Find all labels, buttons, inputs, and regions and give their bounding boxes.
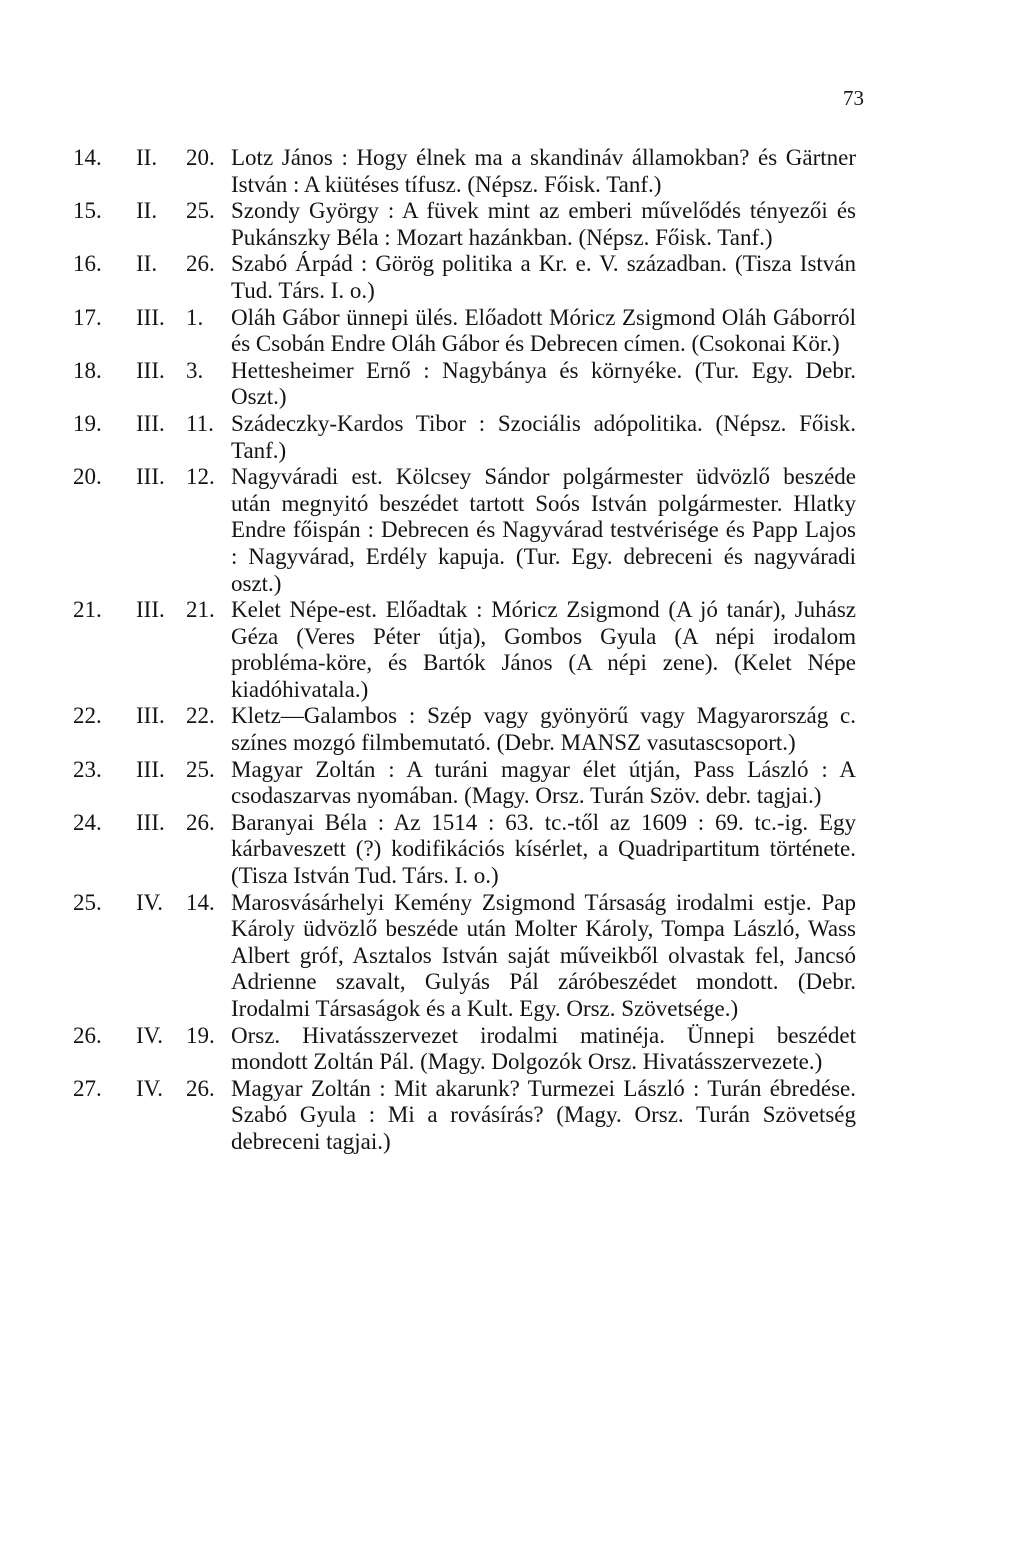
entry-month: IV. [136,1022,164,1048]
entry-number: 22. [73,703,102,729]
event-list [0,145,1024,1156]
entry-month: III. [136,756,165,782]
entry-text: Kelet Népe-est. Előadtak : Móricz Zsigmond (A jó tanár), Juhász Géza (Veres Péter útja), Gombos Gyula (A népi irodalom probléma-köre, és Bartók János (A népi zene). (Kelet Népe kiadóhivatala.) [231,597,856,702]
entry-month: III. [136,410,165,436]
entry-text: Orsz. Hivatásszervezet irodalmi matinéja. Ünnepi beszédet mondott Zoltán Pál. (Magy. Dolgozók Orsz. Hivatásszervezete.) [231,1022,856,1075]
entry-day: 11. [186,410,214,436]
entry-month: III. [136,464,165,490]
entry-number: 19. [73,410,102,436]
list-item [0,251,1024,304]
entry-day: 3. [186,357,204,383]
entry-text: Szondy György : A füvek mint az emberi művelődés tényezői és Pukánszky Béla : Mozart hazánkban. (Népsz. Főisk. Tanf.) [231,198,856,250]
list-item [0,757,1024,810]
entry-number: 24. [73,809,102,835]
entry-number: 26. [73,1022,102,1048]
list-item [0,703,1024,756]
entry-number: 15. [73,198,102,224]
entry-day: 26. [186,809,215,835]
entry-text: Magyar Zoltán : A turáni magyar élet útján, Pass László : A csodaszarvas nyomában. (Magy. Orsz. Turán Szöv. debr. tagjai.) [231,756,856,809]
entry-text: Lotz János : Hogy élnek ma a skandináv államokban? és Gärtner István : A kiütéses tífusz. (Népsz. Főisk. Tanf.) [231,145,856,197]
entry-month: III. [136,809,165,835]
entry-number: 18. [73,357,102,383]
entry-day: 12. [186,464,215,490]
entry-day: 26. [186,251,215,277]
entry-day: 1. [186,304,204,330]
entry-number: 14. [73,145,102,170]
entry-month: III. [136,597,165,623]
entry-text: Baranyai Béla : Az 1514 : 63. tc.-től az 1609 : 69. tc.-ig. Egy kárbaveszett (?) kodifikációs kísérlet, a Quadripartitum története. (Tisza István Tud. Társ. I. o.) [231,809,856,889]
entry-month: IV. [136,889,164,915]
entry-number: 16. [73,251,102,277]
entry-text: Nagyváradi est. Kölcsey Sándor polgármester üdvözlő beszéde után megnyitó beszédet tartott Soós István polgármester. Hlatky Endre főispán : Debrecen és Nagyvárad testvérisége és Papp Lajos : Nagyvárad, Erdély kapuja. (Tur. Egy. debreceni és nagyváradi oszt.) [231,464,856,596]
entry-month: III. [136,304,165,330]
page-number: 73 [843,86,864,110]
list-item [0,411,1024,464]
entry-month: III. [136,703,165,729]
entry-day: 20. [186,145,215,170]
list-item [0,358,1024,411]
list-item [0,810,1024,890]
entry-month: III. [136,357,165,383]
entry-day: 21. [186,597,215,623]
entry-number: 23. [73,756,102,782]
entry-month: II. [136,198,158,224]
entry-text: Oláh Gábor ünnepi ülés. Előadott Móricz Zsigmond Oláh Gáborról és Csobán Endre Oláh Gábor és Debrecen címen. (Csokonai Kör.) [231,304,856,357]
entry-day: 19. [186,1022,215,1048]
entry-number: 25. [73,889,102,915]
list-item [0,145,1024,198]
list-item [0,597,1024,703]
entry-text: Magyar Zoltán : Mit akarunk? Turmezei László : Turán ébredése. Szabó Gyula : Mi a rovásírás? (Magy. Orsz. Turán Szövetség debreceni tagjai.) [231,1075,856,1154]
entry-text: Hettesheimer Ernő : Nagybánya és környéke. (Tur. Egy. Debr. Oszt.) [231,357,856,410]
list-item [0,305,1024,358]
entry-month: II. [136,145,158,170]
list-item [0,198,1024,251]
list-item [0,1076,1024,1156]
entry-day: 26. [186,1075,215,1101]
entry-text: Szádeczky-Kardos Tibor : Szociális adópolitika. (Népsz. Főisk. Tanf.) [231,410,856,463]
entry-number: 21. [73,597,102,623]
entry-text: Szabó Árpád : Görög politika a Kr. e. V. században. (Tisza István Tud. Társ. I. o.) [231,251,856,303]
entry-number: 20. [73,464,102,490]
list-item [0,464,1024,597]
entry-number: 17. [73,304,102,330]
entry-text: Kletz—Galambos : Szép vagy gyönyörű vagy Magyarország c. színes mozgó filmbemutató. (Debr. MANSZ vasutascsoport.) [231,703,856,756]
list-item [0,890,1024,1023]
entry-day: 25. [186,198,215,224]
entry-day: 22. [186,703,215,729]
entry-month: II. [136,251,158,277]
entry-day: 14. [186,889,215,915]
entry-month: IV. [136,1075,164,1101]
list-item [0,1023,1024,1076]
entry-number: 27. [73,1075,102,1101]
entry-text: Marosvásárhelyi Kemény Zsigmond Társaság irodalmi estje. Pap Károly üdvözlő beszéde után Molter Károly, Tompa László, Wass Albert gróf, Asztalos István saját műveikből olvastak fel, Jancsó Adrienne szavalt, Gulyás Pál záróbeszédet mondott. (Debr. Irodalmi Társaságok és a Kult. Egy. Orsz. Szövetsége.) [231,889,856,1021]
entry-day: 25. [186,756,215,782]
